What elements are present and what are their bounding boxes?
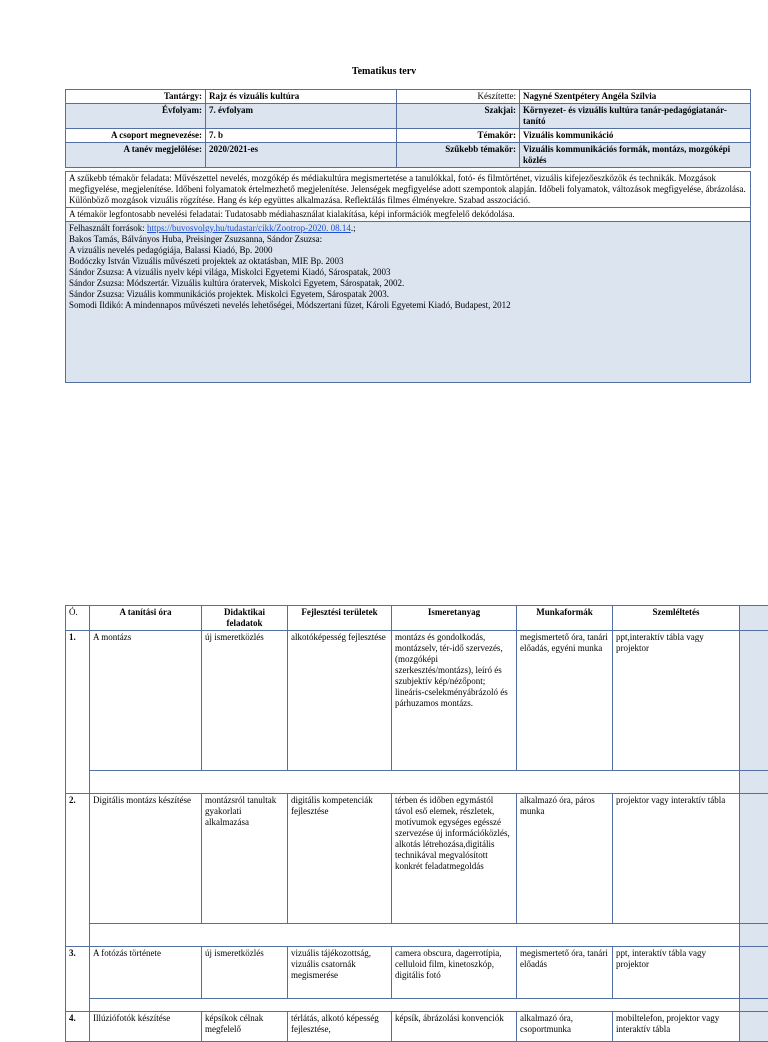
sources-cell xyxy=(66,222,751,383)
author-label: Készítette: xyxy=(397,90,520,104)
spacer-row xyxy=(66,924,768,947)
lesson-plan-table xyxy=(65,605,768,1042)
document-title: Tematikus terv xyxy=(0,66,768,77)
plan-header-row xyxy=(66,606,768,631)
source-line: A vizuális nevelés pedagógiája, Balassi Kiadó, Bp. 2000 xyxy=(69,245,747,256)
header-hour: Ó. xyxy=(66,606,90,631)
subtopic-value: Vizuális kommunikációs formák, montázs, mozgóképi közlés xyxy=(520,143,751,168)
grade-label: Évfolyam: xyxy=(66,104,206,129)
group-label: A csoport megnevezése: xyxy=(66,129,206,143)
development-area: térlátás, alkotó képesség fejlesztése, xyxy=(288,1012,392,1042)
didactic-task: új ismeretközlés xyxy=(202,631,288,771)
development-area: alkotóképesség fejlesztése xyxy=(288,631,392,771)
source-line: Sándor Zsuzsa: Vizuális kommunikációs projektek. Miskolci Egyetem, Sárospatak 2003. xyxy=(69,289,747,300)
header-workform: Munkaformák xyxy=(517,606,613,631)
development-area: digitális kompetenciák fejlesztése xyxy=(288,794,392,924)
info-row-group xyxy=(66,129,751,143)
header-knowledge: Ismeretanyag xyxy=(392,606,517,631)
visual-aid: projektor vagy interaktív tábla xyxy=(613,794,740,924)
knowledge-content: camera obscura, dagerrotípia, celluloid film, kinetoszkóp, digitális fotó xyxy=(392,947,517,999)
subject-label: Tantárgy: xyxy=(66,90,206,104)
source-line: Sándor Zsuzsa: Módszertár. Vizuális kultúra óratervek, Miskolci Egyetem, Sárospatak, 2002. xyxy=(69,278,747,289)
extra-cell xyxy=(740,999,768,1012)
spacer-cell xyxy=(90,999,740,1012)
sources-prefix: Felhasznált források: xyxy=(69,223,147,233)
spacer-cell xyxy=(90,924,740,947)
notes-table xyxy=(65,171,751,383)
source-line: Bodóczky István Vizuális művészeti projektek az oktatásban, MIE Bp. 2003 xyxy=(69,256,747,267)
info-row-grade xyxy=(66,104,751,129)
extra-cell xyxy=(740,794,768,924)
task-description: A szűkebb témakör feladata: Művészettel nevelés, mozgókép és médiakultúra megismertetése a tanulókkal, fotó- és filmtörténet, vizuális kifejezőeszközök és technikák. Mozgások megfigyelése, megjelenítése. Időbeni folyamatok értelmezhető megjelenítése. Jelenségek megfigyelése adott szempontok alapján. Időbeli folyamatok, változások megfigyelése, ábrázolása. Különböző mozgások vizuális rögzítése. Hang és kép együttes alkalmazása. Reflektálás filmes élményekre. Szabad asszociáció. xyxy=(66,172,751,208)
work-form: alkalmazó óra, páros munka xyxy=(517,794,613,924)
info-row-subject xyxy=(66,90,751,104)
info-table xyxy=(65,89,751,168)
visual-aid: ppt,interaktív tábla vagy projektor xyxy=(613,631,740,771)
topic-value: Vizuális kommunikáció xyxy=(520,129,751,143)
header-extra xyxy=(740,606,768,631)
topic-label: Témakör: xyxy=(397,129,520,143)
work-form: megismertető óra, tanári előadás xyxy=(517,947,613,999)
didactic-task: montázsról tanultak gyakorlati alkalmazása xyxy=(202,794,288,924)
lesson-title: A fotózás története xyxy=(90,947,202,999)
year-value: 2020/2021-es xyxy=(206,143,397,168)
author-value: Nagyné Szentpétery Angéla Szilvia xyxy=(520,90,751,104)
info-row-year xyxy=(66,143,751,168)
extra-cell xyxy=(740,924,768,947)
didactic-task: új ismeretközlés xyxy=(202,947,288,999)
header-didactic: Didaktikai feladatok xyxy=(202,606,288,631)
knowledge-content: térben és időben egymástól távol eső elemek, részletek, motívumok egységes egésszé szervezése új információközlés, alkotás létrehozása,digitális technikával megvalósított konkrét feladatmegoldás xyxy=(392,794,517,924)
goal-description: A témakör legfontosabb nevelési feladatai: Tudatosabb médiahasználat kialakítása, képi információk megfelelő dekódolása. xyxy=(66,208,751,222)
major-value: Környezet- és vizuális kultúra tanár-pedagógiatanár-tanító xyxy=(520,104,751,129)
header-visual: Szemléltetés xyxy=(613,606,740,631)
spacer-row xyxy=(66,999,768,1012)
work-form: megismertető óra, tanári előadás, egyéni munka xyxy=(517,631,613,771)
source-line: Bakos Tamás, Bálványos Huba, Preisinger Zsuzsanna, Sándor Zsuzsa: xyxy=(69,234,747,245)
knowledge-content: képsík, ábrázolási konvenciók xyxy=(392,1012,517,1042)
header-lesson: A tanítási óra xyxy=(90,606,202,631)
knowledge-content: montázs és gondolkodás, montázselv, tér-idő szervezés, (mozgóképi szerkesztés/montázs), leíró és szubjektív kép/nézőpont; lineáris-cselekményábrázoló és párhuzamos montázs. xyxy=(392,631,517,771)
lesson-title: Digitális montázs készítése xyxy=(90,794,202,924)
extra-cell xyxy=(740,1012,768,1042)
lesson-title: Illúziófotók készítése xyxy=(90,1012,202,1042)
spacer-row xyxy=(66,771,768,794)
source-line: Somodi Ildikó: A mindennapos művészeti nevelés lehetőségei, Módszertani füzet, Károli Egyetemi Kiadó, Budapest, 2012 xyxy=(69,300,747,311)
row-number: 2. xyxy=(66,794,90,947)
year-label: A tanév megjelölése: xyxy=(66,143,206,168)
header-development: Fejlesztési területek xyxy=(288,606,392,631)
row-number: 4. xyxy=(66,1012,90,1042)
group-value: 7. b xyxy=(206,129,397,143)
table-row xyxy=(66,631,768,771)
work-form: alkalmazó óra, csoportmunka xyxy=(517,1012,613,1042)
visual-aid: ppt, interaktív tábla vagy projektor xyxy=(613,947,740,999)
table-row xyxy=(66,794,768,924)
spacer-cell xyxy=(90,771,740,794)
major-label: Szakjai: xyxy=(397,104,520,129)
grade-value: 7. évfolyam xyxy=(206,104,397,129)
subject-value: Rajz és vizuális kultúra xyxy=(206,90,397,104)
development-area: vizuális tájékozottság, vizuális csatornák megismerése xyxy=(288,947,392,999)
row-number: 3. xyxy=(66,947,90,1012)
table-row xyxy=(66,947,768,999)
table-row xyxy=(66,1012,768,1042)
didactic-task: képsíkok célnak megfelelő xyxy=(202,1012,288,1042)
subtopic-label: Szűkebb témakör: xyxy=(397,143,520,168)
sources-suffix: .; xyxy=(351,223,356,233)
row-number: 1. xyxy=(66,631,90,794)
extra-cell xyxy=(740,631,768,771)
visual-aid: mobiltelefon, projektor vagy interaktív tábla xyxy=(613,1012,740,1042)
extra-cell xyxy=(740,771,768,794)
source-line: Sándor Zsuzsa: A vizuális nyelv képi világa, Miskolci Egyetemi Kiadó, Sárospatak, 2003 xyxy=(69,267,747,278)
lesson-title: A montázs xyxy=(90,631,202,771)
extra-cell xyxy=(740,947,768,999)
sources-link[interactable]: https://buvosvolgy.hu/tudastar/cikk/Zootrop-2020. 08.14 xyxy=(147,223,351,233)
